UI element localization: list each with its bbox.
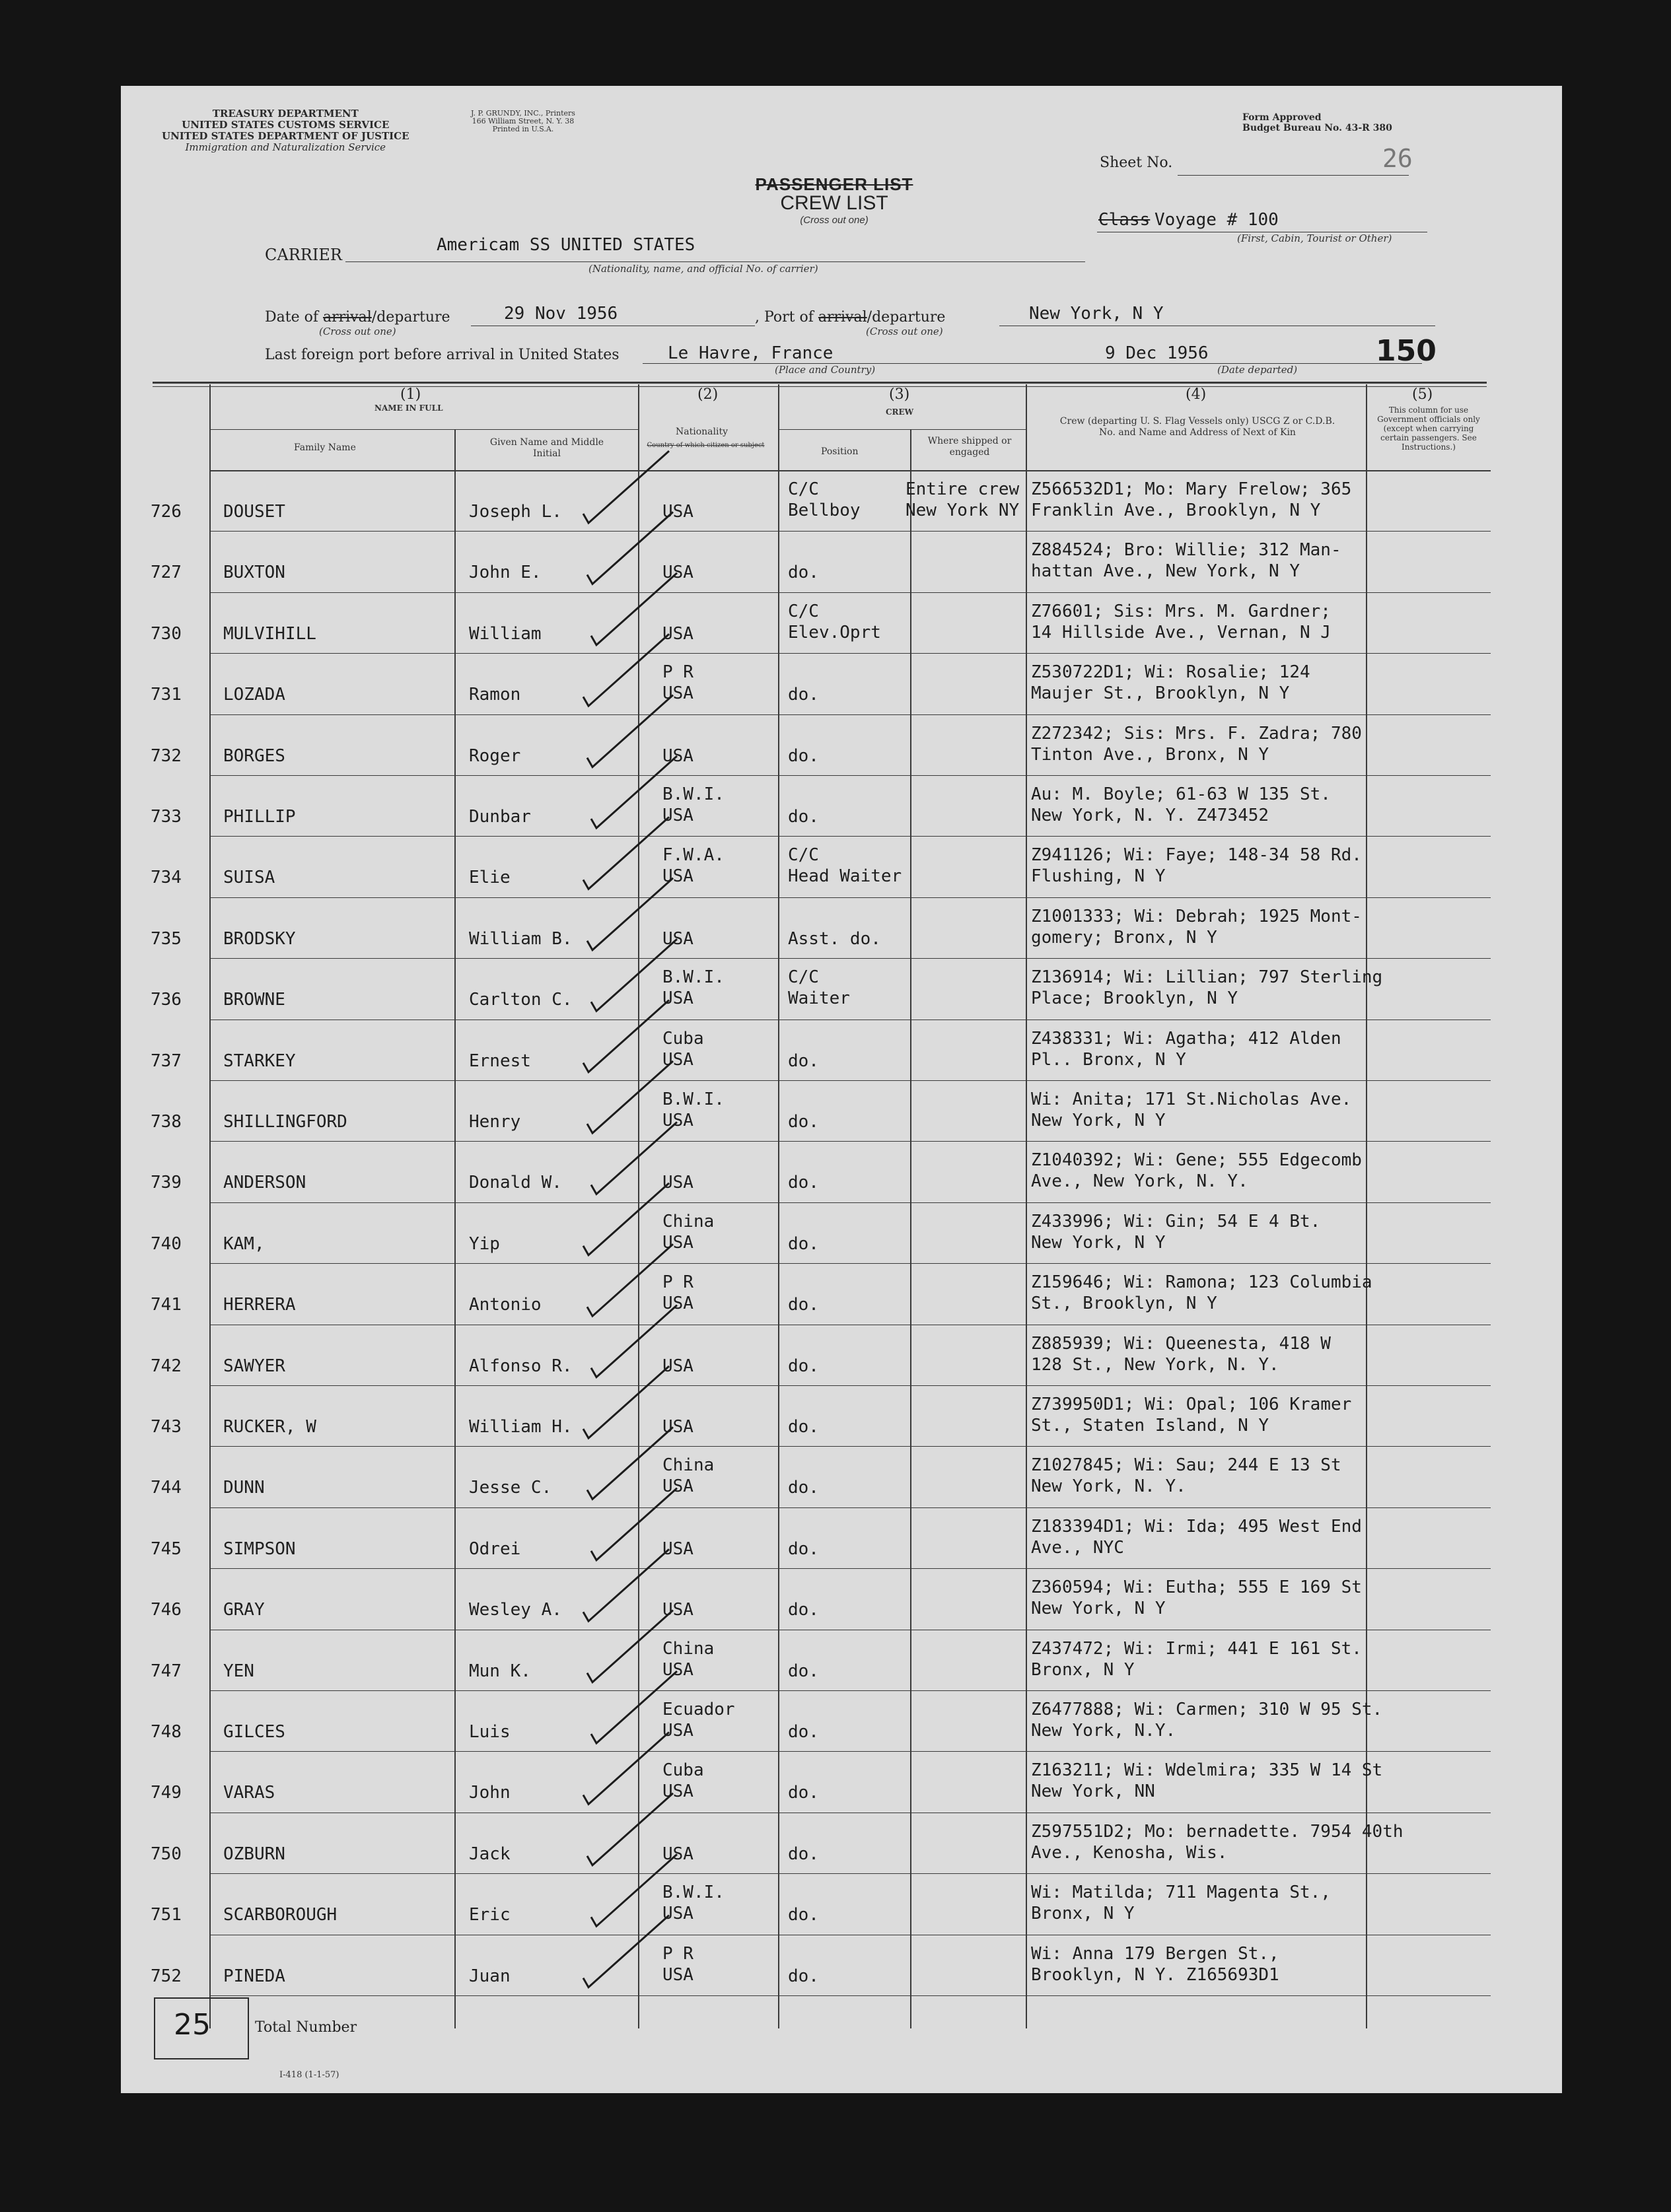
port-label-struck: arrival (818, 309, 867, 326)
family-name: BUXTON (223, 563, 285, 583)
family-name: SCARBOROUGH (223, 1905, 338, 1925)
row-number: 736 (151, 990, 182, 1010)
lastport-caption: (Place and Country) (775, 364, 876, 376)
row-number: 751 (151, 1905, 182, 1925)
next-of-kin-line1: Z136914; Wi: Lillian; 797 Sterling (1031, 967, 1383, 988)
row-number: 733 (151, 807, 182, 827)
col5-number: (5) (1412, 386, 1433, 403)
position-line1: C/C (788, 601, 819, 621)
pen-check-mark (587, 1061, 673, 1133)
position: do. (788, 1844, 819, 1864)
nationality: USA (662, 502, 693, 522)
pen-check-mark (591, 939, 677, 1011)
position-line1: C/C (788, 845, 819, 866)
position: do. (788, 1295, 819, 1315)
given-name: Juan (469, 1966, 511, 1986)
nationality: USA (662, 1294, 693, 1314)
next-of-kin-line2: New York, N Y (1031, 1232, 1166, 1253)
given-name: Henry (469, 1112, 521, 1132)
given-name: Odrei (469, 1538, 521, 1559)
nationality: USA (662, 1417, 693, 1437)
given-name: Wesley A. (469, 1600, 562, 1620)
nationality: USA (662, 563, 693, 583)
nationality: USA (662, 1904, 693, 1924)
family-name: RUCKER, W (223, 1417, 316, 1437)
next-of-kin-line1: Z597551D2; Mo: bernadette. 7954 40th (1031, 1821, 1404, 1842)
nationality: USA (662, 1600, 693, 1620)
voyage-caption: (First, Cabin, Tourist or Other) (1237, 232, 1392, 244)
row-number: 734 (151, 868, 182, 888)
date-caption: (Cross out one) (319, 326, 396, 337)
next-of-kin-line2: gomery; Bronx, N Y (1031, 927, 1217, 948)
next-of-kin-line2: New York, N.Y. (1031, 1721, 1176, 1741)
pen-check-mark (591, 1671, 677, 1743)
nationality-prior: China (662, 1455, 715, 1476)
row-number: 748 (151, 1722, 182, 1742)
nationality-prior: B.W.I. (662, 1883, 725, 1903)
form-approved-line: Budget Bureau No. 43-R 380 (1242, 123, 1392, 133)
nationality: USA (662, 1356, 693, 1376)
next-of-kin-line1: Wi: Anita; 171 St.Nicholas Ave. (1031, 1089, 1352, 1109)
next-of-kin-line2: hattan Ave., New York, N Y (1031, 561, 1300, 582)
nationality: USA (662, 988, 693, 1009)
next-of-kin-line1: Z76601; Sis: Mrs. M. Gardner; (1031, 601, 1331, 621)
position: Elev.Oprt (788, 622, 881, 642)
position: do. (788, 807, 819, 827)
pen-check-mark (587, 695, 673, 767)
pen-check-mark (583, 451, 669, 523)
nationality: USA (662, 1173, 693, 1193)
pen-check-mark (591, 756, 677, 828)
total-label: Total Number (255, 2019, 357, 2036)
row-number: 730 (151, 623, 182, 644)
nationality: USA (662, 928, 693, 949)
next-of-kin-line2: 128 St., New York, N. Y. (1031, 1354, 1279, 1375)
date-label-pre: Date of (265, 309, 323, 326)
col2-struck: Country of which citizen or subject (647, 442, 765, 449)
next-of-kin-line2: New York, N. Y. Z473452 (1031, 806, 1269, 825)
next-of-kin-line2: New York, N Y (1031, 1599, 1166, 1619)
next-of-kin-line2: Tinton Ave., Bronx, N Y (1031, 744, 1269, 765)
family-name: DUNN (223, 1478, 265, 1498)
position: do. (788, 1783, 819, 1803)
carrier-label: CARRIER (265, 246, 342, 264)
sheet-label: Sheet No. (1100, 155, 1173, 171)
col4-number: (4) (1186, 386, 1207, 403)
next-of-kin-line2: 14 Hillside Ave., Vernan, N J (1031, 622, 1331, 642)
family-name: KAM, (223, 1233, 265, 1254)
nationality: USA (662, 1964, 693, 1985)
next-of-kin-line1: Z159646; Wi: Ramona; 123 Columbia (1031, 1272, 1372, 1293)
handwritten-count: 150 (1376, 334, 1437, 368)
row-number: 752 (151, 1966, 182, 1986)
agency-line: UNITED STATES CUSTOMS SERVICE (182, 119, 390, 131)
port-label-post: /departure (867, 309, 946, 326)
position-line1: C/C (788, 479, 819, 499)
given-name: Yip (469, 1233, 500, 1254)
given-name: Mun K. (469, 1661, 531, 1681)
position: Bellboy (788, 501, 861, 520)
printer-line: Printed in U.S.A. (492, 125, 554, 133)
position: do. (788, 1538, 819, 1559)
next-of-kin-line2: Ave., New York, N. Y. (1031, 1171, 1248, 1192)
next-of-kin-line2: Ave., Kenosha, Wis. (1031, 1842, 1228, 1863)
printer-line: J. P. GRUNDY, INC., Printers (471, 109, 575, 118)
nationality-prior: B.W.I. (662, 784, 725, 804)
port-value: New York, N Y (1029, 304, 1164, 324)
col1b-text: Given Name and Middle Initial (489, 437, 604, 459)
family-name: SIMPSON (223, 1538, 296, 1559)
position: do. (788, 685, 819, 705)
given-name: William H. (469, 1417, 573, 1437)
row-number: 735 (151, 928, 182, 949)
departed-date: 9 Dec 1956 (1105, 343, 1209, 363)
family-name: ANDERSON (223, 1173, 306, 1193)
next-of-kin-line2: New York, N Y (1031, 1111, 1166, 1130)
next-of-kin-line2: Bronx, N Y (1031, 1659, 1135, 1680)
row-number: 750 (151, 1844, 182, 1864)
form-approved-line: Form Approved (1242, 112, 1322, 123)
given-name: Jesse C. (469, 1478, 552, 1498)
pen-check-mark (591, 1488, 677, 1560)
given-name: Antonio (469, 1295, 542, 1315)
pen-check-mark (587, 1793, 673, 1865)
col2-title: Nationality (676, 427, 728, 437)
next-of-kin-line1: Wi: Anna 179 Bergen St., (1031, 1943, 1279, 1964)
port-caption: (Cross out one) (866, 326, 943, 337)
agency-line: UNITED STATES DEPARTMENT OF JUSTICE (162, 130, 409, 142)
next-of-kin-line2: St., Staten Island, N Y (1031, 1416, 1269, 1435)
family-name: BROWNE (223, 990, 285, 1010)
crew-list-document (121, 86, 1562, 2093)
family-name: PHILLIP (223, 807, 296, 827)
nationality: USA (662, 806, 693, 825)
given-name: Ramon (469, 685, 521, 705)
nationality-prior: P R (662, 662, 693, 683)
family-name: SAWYER (223, 1356, 285, 1376)
voyage-class-struck: Class (1098, 210, 1151, 230)
agency-line: TREASURY DEPARTMENT (212, 108, 359, 120)
family-name: PINEDA (223, 1966, 285, 1986)
agency-line: Immigration and Naturalization Service (185, 141, 386, 153)
nationality: USA (662, 1844, 693, 1864)
position: do. (788, 1661, 819, 1681)
position: do. (788, 1112, 819, 1132)
row-number: 737 (151, 1051, 182, 1071)
shipped-line1: Entire crew (906, 479, 1020, 499)
pen-check-mark (591, 573, 677, 645)
family-name: BORGES (223, 745, 285, 766)
position: do. (788, 1233, 819, 1254)
next-of-kin-line2: Pl.. Bronx, N Y (1031, 1049, 1186, 1070)
next-of-kin-line1: Z1027845; Wi: Sau; 244 E 13 St (1031, 1455, 1341, 1476)
family-name: YEN (223, 1661, 254, 1681)
nationality-prior: China (662, 1638, 715, 1659)
next-of-kin-line1: Z437472; Wi: Irmi; 441 E 161 St. (1031, 1638, 1362, 1659)
next-of-kin-line1: Wi: Matilda; 711 Magenta St., (1031, 1883, 1331, 1903)
family-name: SUISA (223, 868, 275, 888)
family-name: MULVIHILL (223, 623, 316, 644)
pen-check-mark (591, 1122, 677, 1194)
next-of-kin-line1: Z530722D1; Wi: Rosalie; 124 (1031, 662, 1310, 683)
crew-table (121, 86, 1562, 2093)
col4-text: Crew (departing U. S. Flag Vessels only) USCG Z or C.D.B. No. and Name and Address of Next of Kin (1059, 416, 1335, 438)
next-of-kin-line1: Z739950D1; Wi: Opal; 106 Kramer (1031, 1395, 1352, 1414)
printer-line: 166 William Street, N. Y. 38 (472, 117, 575, 125)
position: do. (788, 1478, 819, 1498)
given-name: Luis (469, 1722, 511, 1742)
pen-check-mark (587, 512, 673, 584)
given-name: Carlton C. (469, 990, 573, 1010)
col2-number: (2) (697, 386, 719, 403)
next-of-kin-line2: New York, NN (1031, 1781, 1155, 1802)
nationality-prior: Cuba (662, 1028, 704, 1049)
given-name: Dunbar (469, 807, 531, 827)
family-name: GILCES (223, 1722, 285, 1742)
next-of-kin-line2: Franklin Ave., Brooklyn, N Y (1031, 501, 1321, 520)
position: do. (788, 1417, 819, 1437)
position: Waiter (788, 988, 850, 1009)
family-name: OZBURN (223, 1844, 285, 1864)
nationality: USA (662, 866, 693, 887)
nationality-prior: Ecuador (662, 1700, 735, 1719)
row-number: 742 (151, 1356, 182, 1376)
next-of-kin-line1: Z6477888; Wi: Carmen; 310 W 95 St. (1031, 1700, 1383, 1719)
given-name: Ernest (469, 1051, 531, 1071)
lastport-value: Le Havre, France (668, 343, 834, 363)
nationality-prior: China (662, 1211, 715, 1231)
col3b-text: Where shipped or engaged (927, 436, 1012, 458)
position: do. (788, 745, 819, 766)
pen-check-mark (587, 1610, 673, 1682)
row-number: 745 (151, 1538, 182, 1559)
carrier-value: Americam SS UNITED STATES (437, 235, 695, 255)
next-of-kin-line2: Brooklyn, N Y. Z165693D1 (1031, 1964, 1279, 1985)
row-number: 739 (151, 1173, 182, 1193)
row-number: 740 (151, 1233, 182, 1254)
cross-out-note: (Cross out one) (800, 215, 869, 226)
departed-caption: (Date departed) (1217, 364, 1298, 376)
col3a-title: Position (821, 446, 859, 457)
row-number: 749 (151, 1783, 182, 1803)
given-name: Joseph L. (469, 502, 562, 522)
row-number: 743 (151, 1417, 182, 1437)
nationality: USA (662, 623, 693, 644)
given-name: Jack (469, 1844, 511, 1864)
nationality: USA (662, 1721, 693, 1741)
next-of-kin-line1: Z1040392; Wi: Gene; 555 Edgecomb (1031, 1150, 1362, 1171)
nationality-prior: F.W.A. (662, 845, 725, 866)
nationality: USA (662, 683, 693, 704)
family-name: GRAY (223, 1600, 265, 1620)
row-number: 741 (151, 1295, 182, 1315)
position: do. (788, 1356, 819, 1376)
family-name: LOZADA (223, 685, 285, 705)
next-of-kin-line1: Z941126; Wi: Faye; 148-34 58 Rd. (1031, 845, 1362, 866)
pen-check-mark (591, 1854, 677, 1926)
nationality: USA (662, 1232, 693, 1253)
position: do. (788, 563, 819, 583)
position: do. (788, 1905, 819, 1925)
family-name: VARAS (223, 1783, 275, 1803)
next-of-kin-line1: Z566532D1; Mo: Mary Frelow; 365 (1031, 479, 1352, 499)
next-of-kin-line2: New York, N. Y. (1031, 1476, 1186, 1497)
position: Head Waiter (788, 866, 902, 887)
next-of-kin-line1: Z433996; Wi: Gin; 54 E 4 Bt. (1031, 1211, 1321, 1231)
crew-list-title: CREW LIST (780, 192, 888, 214)
family-name: HERRERA (223, 1295, 296, 1315)
row-number: 738 (151, 1112, 182, 1132)
voyage-number: Voyage # 100 (1155, 210, 1279, 230)
row-number: 726 (151, 502, 182, 522)
given-name: William (469, 623, 542, 644)
next-of-kin-line2: St., Brooklyn, N Y (1031, 1294, 1217, 1314)
nationality-prior: P R (662, 1272, 693, 1293)
position-line1: C/C (788, 967, 819, 988)
col3-title: CREW (886, 407, 914, 417)
row-number: 727 (151, 563, 182, 583)
check-marks-layer (121, 86, 1562, 2093)
next-of-kin-line1: Z272342; Sis: Mrs. F. Zadra; 780 (1031, 723, 1362, 743)
position: do. (788, 1966, 819, 1986)
next-of-kin-line2: Ave., NYC (1031, 1537, 1124, 1558)
row-number: 731 (151, 685, 182, 705)
family-name: STARKEY (223, 1051, 296, 1071)
nationality: USA (662, 1659, 693, 1680)
row-number: 744 (151, 1478, 182, 1498)
given-name: Eric (469, 1905, 511, 1925)
position: do. (788, 1722, 819, 1742)
lastport-label: Last foreign port before arrival in United States (265, 347, 620, 363)
nationality: USA (662, 1049, 693, 1070)
next-of-kin-line1: Z1001333; Wi: Debrah; 1925 Mont- (1031, 906, 1362, 926)
family-name: BRODSKY (223, 928, 296, 949)
next-of-kin-line1: Z885939; Wi: Queenesta, 418 W (1031, 1333, 1331, 1354)
next-of-kin-line1: Z163211; Wi: Wdelmira; 335 W 14 St (1031, 1760, 1383, 1781)
pen-check-mark (587, 1427, 673, 1499)
nationality: USA (662, 745, 693, 766)
family-name: SHILLINGFORD (223, 1112, 347, 1132)
nationality: USA (662, 1111, 693, 1130)
given-name: Elie (469, 868, 511, 888)
given-name: John E. (469, 563, 542, 583)
row-number: 746 (151, 1600, 182, 1620)
position: Asst. do. (788, 928, 881, 949)
departure-date: 29 Nov 1956 (504, 304, 618, 324)
next-of-kin-line1: Z183394D1; Wi: Ida; 495 West End (1031, 1516, 1362, 1537)
next-of-kin-line2: Place; Brooklyn, N Y (1031, 988, 1238, 1009)
form-code: I-418 (1-1-57) (279, 2070, 339, 2080)
nationality: USA (662, 1538, 693, 1559)
nationality-prior: P R (662, 1943, 693, 1964)
passenger-list-struck: PASSENGER LIST (755, 174, 913, 194)
nationality: USA (662, 1476, 693, 1497)
col5-text: This column for use Government officials only (except when carrying certain passengers. See Instructions.) (1377, 405, 1480, 452)
given-name: John (469, 1783, 511, 1803)
row-number: 732 (151, 745, 182, 766)
total-value: 25 (174, 2008, 211, 2042)
date-label-struck: arrival (323, 309, 372, 326)
next-of-kin-line1: Au: M. Boyle; 61-63 W 135 St. (1031, 784, 1331, 804)
nationality-prior: B.W.I. (662, 1089, 725, 1109)
col1a-title: Family Name (294, 442, 356, 453)
pen-check-mark (587, 878, 673, 950)
given-name: William B. (469, 928, 573, 949)
next-of-kin-line2: Bronx, N Y (1031, 1904, 1135, 1924)
given-name: Roger (469, 745, 521, 766)
carrier-caption: (Nationality, name, and official No. of carrier) (588, 263, 818, 275)
col1-number: (1) (400, 386, 421, 403)
nationality: USA (662, 1781, 693, 1802)
family-name: DOUSET (223, 502, 285, 522)
position: do. (788, 1600, 819, 1620)
position: do. (788, 1173, 819, 1193)
total-box (154, 1997, 249, 2059)
port-label-pre: , Port of (755, 309, 818, 326)
next-of-kin-line1: Z438331; Wi: Agatha; 412 Alden (1031, 1028, 1341, 1049)
pen-check-mark (591, 1305, 677, 1377)
next-of-kin-line1: Z360594; Wi: Eutha; 555 E 169 St (1031, 1577, 1362, 1598)
next-of-kin-line1: Z884524; Bro: Willie; 312 Man- (1031, 540, 1341, 561)
shipped-line2: New York NY (906, 501, 1020, 520)
given-name: Donald W. (469, 1173, 562, 1193)
next-of-kin-line2: Maujer St., Brooklyn, N Y (1031, 683, 1290, 704)
col3-number: (3) (889, 386, 910, 403)
next-of-kin-line2: Flushing, N Y (1031, 866, 1166, 887)
row-number: 747 (151, 1661, 182, 1681)
sheet-number: 26 (1382, 144, 1413, 173)
date-label-post: /departure (371, 309, 450, 326)
nationality-prior: B.W.I. (662, 967, 725, 988)
given-name: Alfonso R. (469, 1356, 573, 1376)
col1-title: NAME IN FULL (374, 403, 443, 413)
position: do. (788, 1051, 819, 1071)
pen-check-mark (587, 1244, 673, 1316)
nationality-prior: Cuba (662, 1760, 704, 1781)
